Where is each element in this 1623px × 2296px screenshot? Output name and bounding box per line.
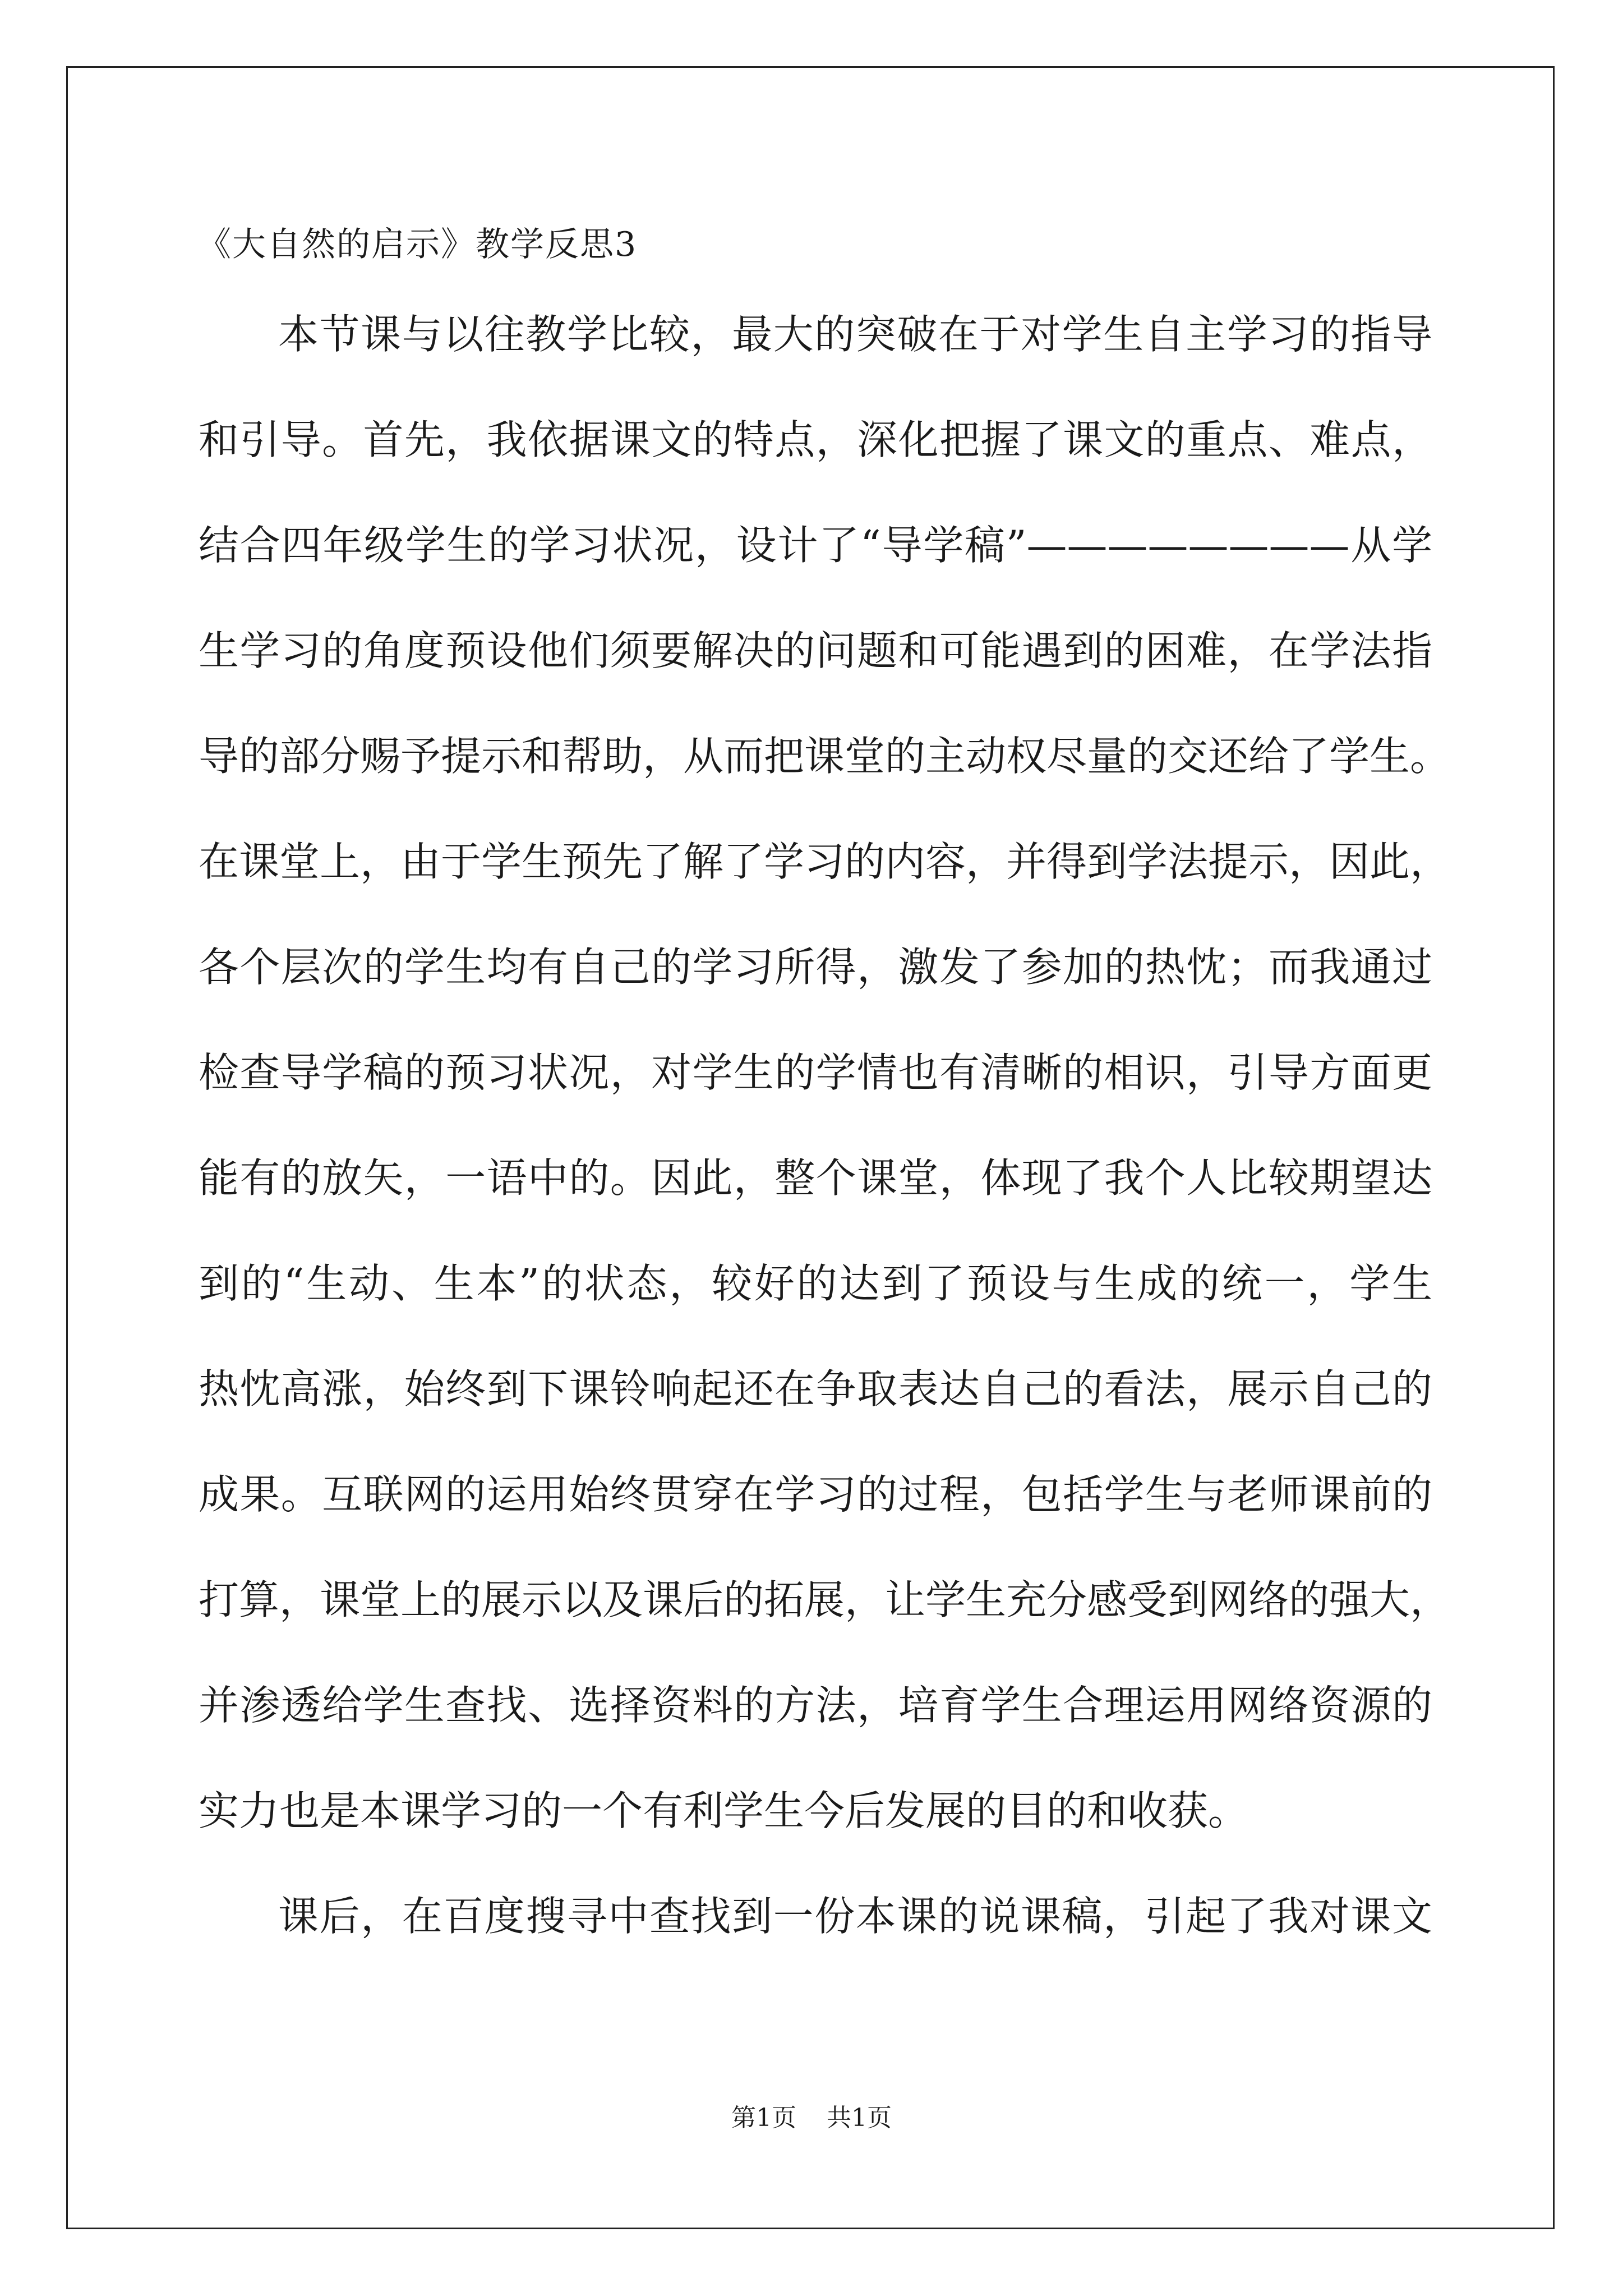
paragraph-line: 热忱高涨，始终到下课铃响起还在争取表达自己的看法，展示自己的 [199, 1365, 1432, 1412]
paragraph-line: 打算，课堂上的展示以及课后的拓展，让学生充分感受到网络的强大， [199, 1576, 1451, 1623]
paragraph-line: 检查导学稿的预习状况，对学生的学情也有清晰的相识，引导方面更 [199, 1049, 1432, 1096]
paragraph-line: 实力也是本课学习的一个有利学生今后发展的目的和收获。 [199, 1787, 1249, 1834]
paragraph-line: 本节课与以往教学比较，最大的突破在于对学生自主学习的指导 [278, 311, 1432, 358]
paragraph-line: 并渗透给学生查找、选择资料的方法，培育学生合理运用网络资源的 [199, 1682, 1432, 1729]
paragraph-line: 在课堂上，由于学生预先了解了学习的内容，并得到学法提示，因此， [199, 838, 1451, 885]
paragraph-line: 和引导。首先，我依据课文的特点，深化把握了课文的重点、难点， [199, 416, 1432, 463]
paragraph-line: 到的“生动、生本”的状态，较好的达到了预设与生成的统一，学生 [199, 1260, 1432, 1307]
document-title: 《大自然的启示》教学反思3 [197, 225, 638, 264]
paragraph-line: 导的部分赐予提示和帮助，从而把课堂的主动权尽量的交还给了学生。 [199, 733, 1451, 780]
paragraph-line: 各个层次的学生均有自己的学习所得，激发了参加的热忱；而我通过 [199, 944, 1432, 991]
paragraph-line: 结合四年级学生的学习状况，设计了“导学稿”————————从学 [199, 522, 1432, 569]
page-number: 第1页 [731, 2104, 796, 2132]
paragraph-line: 成果。互联网的运用始终贯穿在学习的过程，包括学生与老师课前的 [199, 1471, 1432, 1518]
paragraph-line: 能有的放矢，一语中的。因此，整个课堂，体现了我个人比较期望达 [199, 1154, 1432, 1202]
page-footer [0, 2102, 1623, 2134]
paragraph-line: 生学习的角度预设他们须要解决的问题和可能遇到的困难，在学法指 [199, 627, 1432, 674]
page-total: 共1页 [827, 2104, 892, 2132]
paragraph-line: 课后，在百度搜寻中查找到一份本课的说课稿，引起了我对课文 [278, 1893, 1432, 1940]
